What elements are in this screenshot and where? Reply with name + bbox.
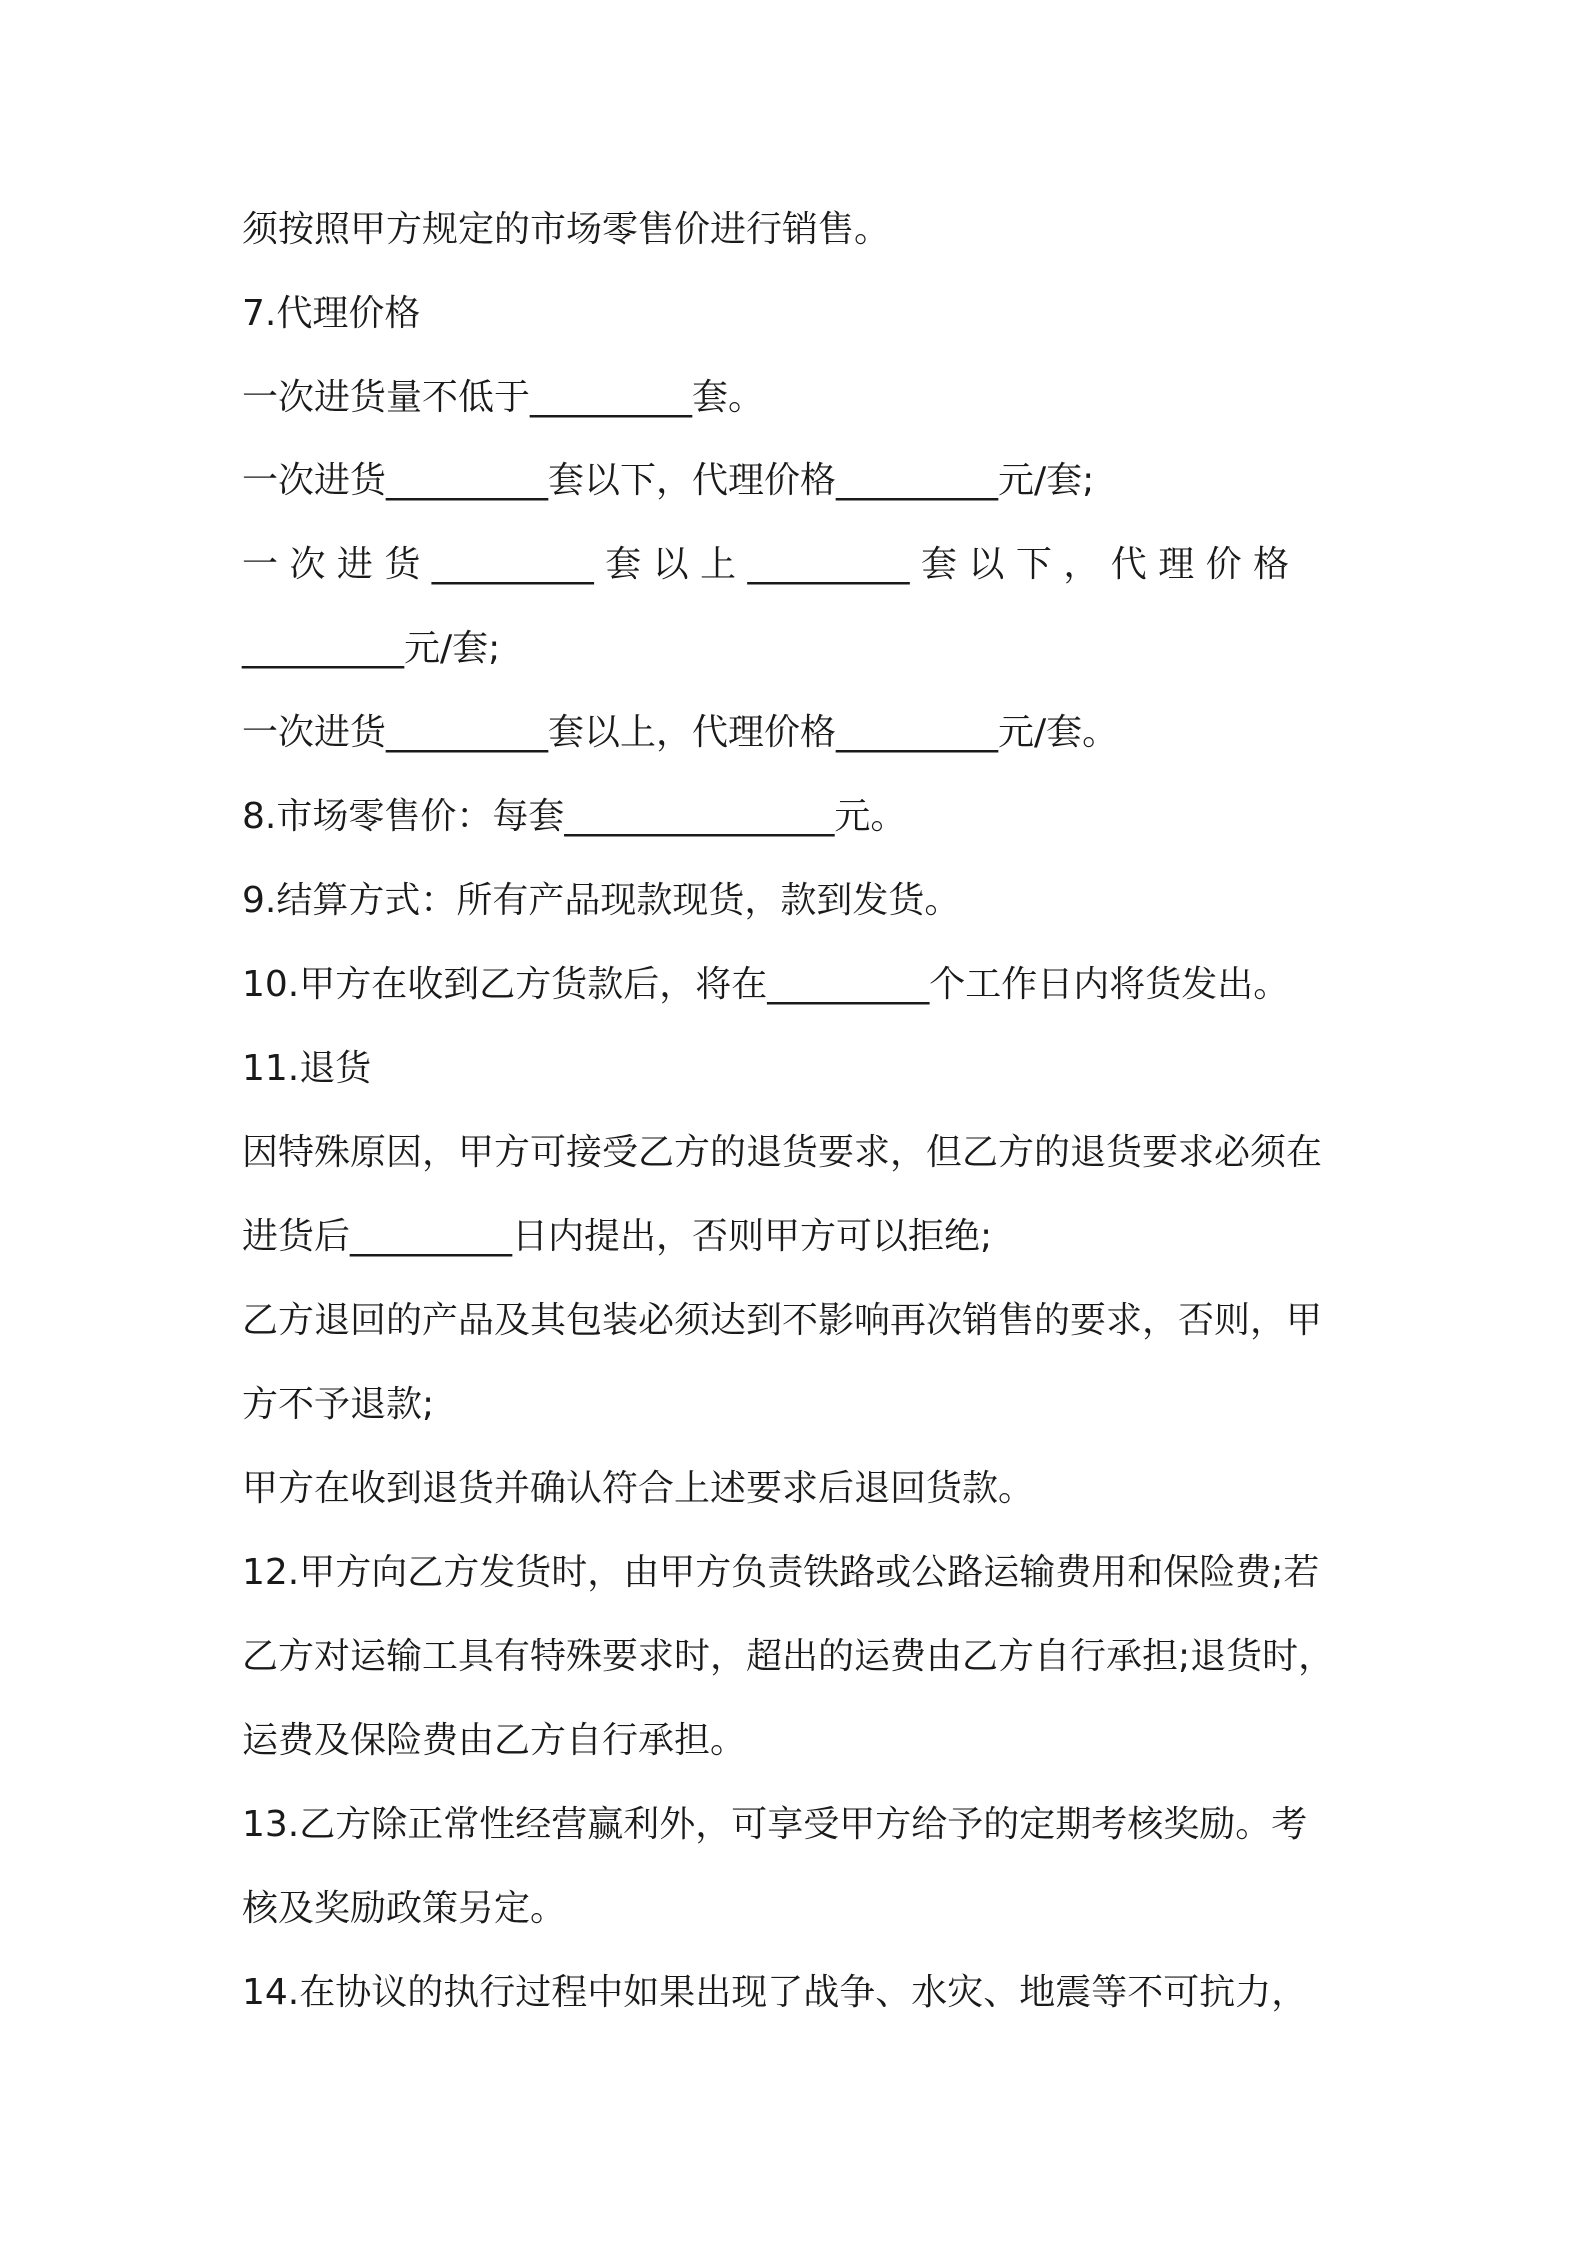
text-line: 8.市场零售价：每套_______________元。 [242, 796, 907, 837]
section-heading: 11.退货 [242, 1048, 372, 1089]
text-line: 9.结算方式：所有产品现款现货，款到发货。 [242, 880, 961, 921]
text-line: 14.在协议的执行过程中如果出现了战争、水灾、地震等不可抗力， [242, 1972, 1308, 2013]
text-line: 一次进货_________套以下，代理价格_________元/套; [242, 460, 1095, 501]
text-line: 一次进货量不低于_________套。 [242, 377, 765, 418]
section-heading: 7.代理价格 [242, 293, 421, 334]
text-line: 须按照甲方规定的市场零售价进行销售。 [242, 209, 891, 250]
text-line: 一 次 进 货 _________ 套 以 上 _________ 套 以 下 ， 代 理 价 格 [242, 544, 1290, 585]
text-line: 一次进货_________套以上，代理价格_________元/套。 [242, 712, 1119, 753]
text-line: 运费及保险费由乙方自行承担。 [242, 1720, 747, 1761]
text-line: 甲方在收到退货并确认符合上述要求后退回货款。 [242, 1468, 1035, 1509]
text-line: 12.甲方向乙方发货时，由甲方负责铁路或公路运输费用和保险费;若 [242, 1552, 1320, 1593]
text-line: 因特殊原因，甲方可接受乙方的退货要求，但乙方的退货要求必须在 [242, 1132, 1323, 1173]
text-line: _________元/套; [242, 628, 501, 669]
text-line: 乙方对运输工具有特殊要求时，超出的运费由乙方自行承担;退货时， [242, 1636, 1335, 1677]
text-line: 进货后_________日内提出，否则甲方可以拒绝; [242, 1216, 993, 1257]
text-line: 核及奖励政策另定。 [242, 1888, 567, 1929]
text-line: 13.乙方除正常性经营赢利外，可享受甲方给予的定期考核奖励。考 [242, 1804, 1308, 1845]
text-line: 10.甲方在收到乙方货款后，将在_________个工作日内将货发出。 [242, 964, 1290, 1005]
text-line: 乙方退回的产品及其包装必须达到不影响再次销售的要求，否则，甲 [242, 1300, 1323, 1341]
text-line: 方不予退款; [242, 1384, 435, 1425]
